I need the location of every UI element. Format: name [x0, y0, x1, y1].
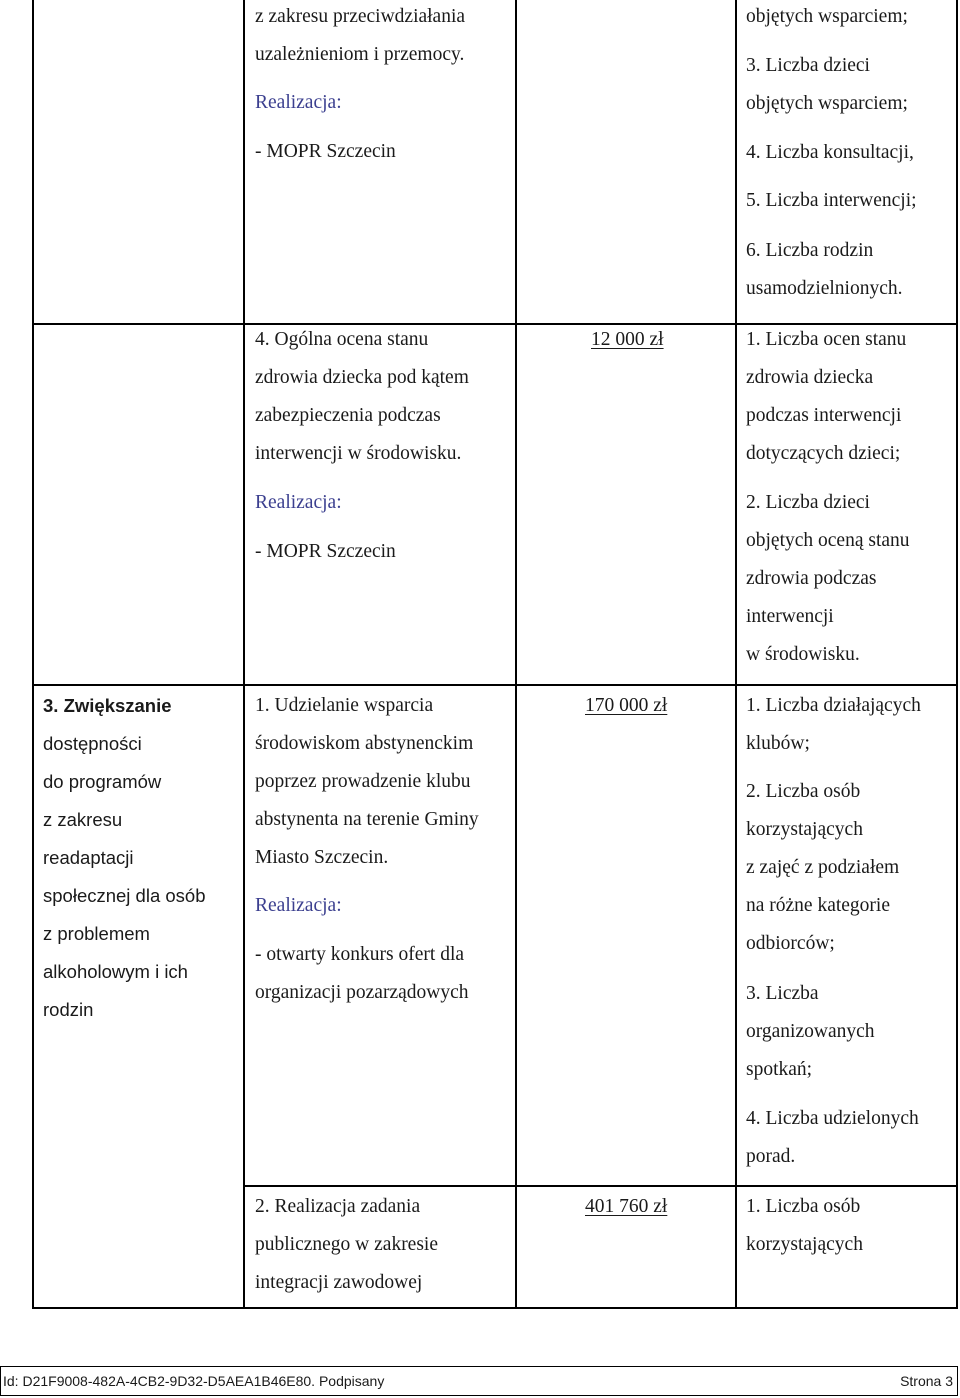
goal-description — [43, 687, 206, 1029]
text-line: dostępności — [43, 733, 142, 754]
budget-amount: 401 760 zł — [585, 1196, 668, 1217]
indicator-line: 6. Liczba rodzin — [746, 240, 874, 261]
text-line: społecznej dla osób — [43, 885, 206, 906]
text-line: korzystających — [746, 819, 863, 840]
realization-label: Realizacja: — [255, 92, 342, 113]
table-border-col2 — [515, 0, 517, 1309]
text-line: z zakresu przeciwdziałania — [255, 6, 466, 27]
text-line: 4. Liczba udzielonych — [746, 1108, 919, 1129]
table-row-divider — [243, 1185, 958, 1187]
text-line: organizacji pozarządowych — [255, 982, 469, 1003]
realizer-text: - MOPR Szczecin — [255, 141, 396, 162]
text-line: integracji zawodowej — [255, 1272, 423, 1293]
indicator-line: objętych wsparciem; — [746, 93, 908, 114]
text-line: spotkań; — [746, 1059, 813, 1080]
text-line: zabezpieczenia podczas — [255, 405, 441, 426]
realization-label: Realizacja: — [255, 492, 342, 513]
text-line: odbiorców; — [746, 933, 835, 954]
task-description — [255, 321, 469, 473]
text-line: - otwarty konkurs ofert dla — [255, 944, 465, 965]
text-line: do programów — [43, 771, 162, 792]
document-id: Id: D21F9008-482A-4CB2-9D32-D5AEA1B46E80. Podpisany — [3, 1373, 385, 1389]
text-line: zdrowia podczas — [746, 568, 877, 589]
indicator-line: 5. Liczba interwencji; — [746, 190, 917, 211]
budget-amount: 170 000 zł — [585, 695, 668, 716]
realizer-text: - MOPR Szczecin — [255, 541, 396, 562]
text-line: poprzez prowadzenie klubu — [255, 771, 471, 792]
text-line: z problemem — [43, 923, 150, 944]
text-line: klubów; — [746, 733, 810, 754]
indicator-group — [746, 1100, 919, 1176]
task-description — [255, 0, 465, 74]
text-line: porad. — [746, 1146, 796, 1167]
text-line: abstynenta na terenie Gminy — [255, 809, 479, 830]
text-line: rodzin — [43, 999, 94, 1020]
text-line: interwencji w środowisku. — [255, 443, 462, 464]
text-line: środowiskom abstynenckim — [255, 733, 474, 754]
text-line: 2. Liczba osób — [746, 781, 861, 802]
table-border-right — [956, 0, 958, 1309]
text-line: 1. Liczba działających — [746, 695, 921, 716]
text-line: uzależnieniom i przemocy. — [255, 44, 465, 65]
indicator-group — [746, 321, 906, 473]
indicator-line: 3. Liczba dzieci — [746, 55, 870, 76]
indicator-group — [746, 773, 899, 963]
text-line: zdrowia dziecka pod kątem — [255, 367, 469, 388]
text-line: w środowisku. — [746, 644, 860, 665]
text-line: 2. Liczba dzieci — [746, 492, 870, 513]
realizer-text — [255, 936, 469, 1012]
indicator-group — [746, 975, 875, 1089]
text-line: podczas interwencji — [746, 405, 902, 426]
text-line: 3. Zwiększanie — [43, 695, 172, 716]
text-line: objętych oceną stanu — [746, 530, 910, 551]
text-line: 2. Realizacja zadania — [255, 1196, 421, 1217]
text-line: 4. Ogólna ocena stanu — [255, 329, 429, 350]
realization-label: Realizacja: — [255, 895, 342, 916]
text-line: readaptacji — [43, 847, 134, 868]
table-border-col3 — [735, 0, 737, 1309]
task-description — [255, 1188, 438, 1302]
table-border-bottom — [32, 1307, 958, 1309]
budget-amount: 12 000 zł — [591, 329, 664, 350]
text-line: alkoholowym i ich — [43, 961, 188, 982]
text-line: zdrowia dziecka — [746, 367, 874, 388]
page-number: Strona 3 — [900, 1373, 953, 1389]
text-line: z zakresu — [43, 809, 123, 830]
indicator-group — [746, 484, 910, 674]
text-line: na różne kategorie — [746, 895, 891, 916]
text-line: dotyczących dzieci; — [746, 443, 901, 464]
text-line: 1. Udzielanie wsparcia — [255, 695, 434, 716]
text-line: Miasto Szczecin. — [255, 847, 389, 868]
indicator-group — [746, 687, 921, 763]
table-border-col1 — [243, 0, 245, 1309]
table-border-left — [32, 0, 34, 1309]
text-line: 1. Liczba ocen stanu — [746, 329, 907, 350]
table-row-divider — [32, 684, 958, 686]
indicator-line: objętych wsparciem; — [746, 6, 908, 27]
indicator-line: 4. Liczba konsultacji, — [746, 142, 914, 163]
text-line: interwencji — [746, 606, 834, 627]
text-line: organizowanych — [746, 1021, 875, 1042]
task-description — [255, 687, 479, 877]
text-line: korzystających — [746, 1234, 863, 1255]
document-footer — [0, 1366, 958, 1396]
text-line: 1. Liczba osób — [746, 1196, 861, 1217]
indicator-group — [746, 1188, 863, 1264]
text-line: publicznego w zakresie — [255, 1234, 439, 1255]
indicator-line: usamodzielnionych. — [746, 278, 903, 299]
text-line: 3. Liczba — [746, 983, 819, 1004]
text-line: z zajęć z podziałem — [746, 857, 900, 878]
